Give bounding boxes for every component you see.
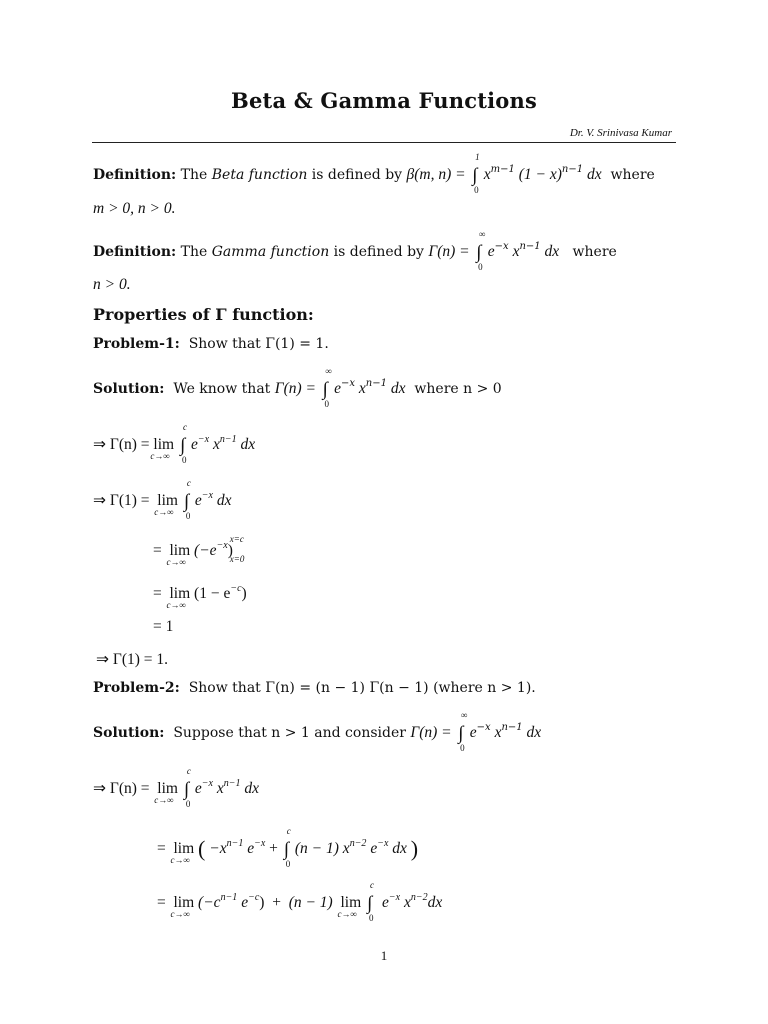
solution-1-step-3: = lim c→∞ $(-e^{-x})$ x=c x=0: [153, 534, 245, 567]
solution-1-step-4: = lim c→∞ $(1 - e^{-c})$: [153, 583, 247, 610]
definition-label: Definition:: [93, 167, 177, 183]
definition-gamma: Definition: The Gamma function is defined by Γ(n) = ∫ ∞ 0 $e^{-x}$ $x^{n-1}$ dx where: [93, 229, 617, 272]
page-number: 1: [380, 948, 388, 963]
solution-2-step-1: ⇒ Γ(n) = lim c→∞ ∫ c 0 $e^{-x}$ $x^{n-1}$ dx: [93, 766, 260, 809]
gamma-lhs: Γ(n) =: [428, 243, 470, 260]
gamma-term: Gamma function: [211, 244, 330, 260]
solution-label: Solution:: [93, 725, 165, 741]
integral-sign: ∫ c 0: [183, 766, 191, 809]
solution-1-step-1: ⇒ Γ(n) = lim c→∞ ∫ c 0 $e^{-x}$ $x^{n-1}$ dx: [93, 422, 256, 465]
solution-label: Solution:: [93, 381, 165, 397]
author-name: Dr. V. Srinivasa Kumar: [569, 127, 672, 139]
integral-sign: ∫ ∞ 0: [322, 366, 332, 409]
beta-condition: m > 0, n > 0.: [93, 200, 176, 217]
solution-2-step-3: = lim c→∞ ($-c^{n-1}$ $e^{-c}) + (n - 1)$ lim c→∞ ∫ c 0 $e^{-x}$ $x^{n-2}dx$: [157, 880, 443, 923]
integral-sign: ∫ c 0: [183, 478, 191, 521]
integral-sign: ∫ c 0: [367, 880, 375, 923]
integral-sign: ∫ c 0: [283, 826, 291, 869]
solution-1-step-2: ⇒ Γ(1) = lim c→∞ ∫ c 0 $e^{-x}$ dx: [93, 478, 232, 521]
beta-lhs: β(m, n) =: [406, 166, 466, 183]
solution-1: Solution: We know that Γ(n) = ∫ ∞ 0 $e^{-x}$ $x^{n-1}$ dx where n > 0: [93, 366, 502, 409]
definition-label: Definition:: [93, 244, 177, 260]
integral-sign: ∫ 1 0: [472, 152, 480, 195]
section-heading: Properties of Γ function:: [93, 305, 314, 324]
definition-beta: Definition: The Beta function is defined by β(m, n) = ∫ 1 0 $x^{m-1}$ $(1 - x)^{n-1}$ dx where: [93, 152, 655, 195]
page-title: Beta & Gamma Functions: [231, 88, 537, 113]
integral-sign: ∫ ∞ 0: [476, 229, 486, 272]
solution-1-step-5: = 1: [153, 618, 174, 635]
solution-1-conclusion: ⇒ Γ(1) = 1.: [96, 651, 169, 668]
gamma-condition: n > 0.: [93, 276, 131, 293]
problem-1: Problem-1: Show that Γ(1) = 1.: [93, 336, 329, 352]
solution-2-step-2: = lim c→∞ ( $-x^{n-1}$ $e^{-x}$ + ∫ c 0 (n − 1) $x^{n-2}$ $e^{-x}$ dx ): [157, 826, 419, 869]
header-rule: [92, 142, 676, 143]
problem-2: Problem-2: Show that Γ(n) = (n − 1) Γ(n − 1) (where n > 1).: [93, 680, 536, 696]
solution-2: Solution: Suppose that n > 1 and consider Γ(n) = ∫ ∞ 0 $e^{-x}$ $x^{n-1}$ dx: [93, 710, 542, 753]
integral-sign: ∫ c 0: [179, 422, 187, 465]
problem-label: Problem-1:: [93, 336, 180, 352]
beta-term: Beta function: [211, 167, 308, 183]
integral-sign: ∫ ∞ 0: [458, 710, 468, 753]
problem-label: Problem-2:: [93, 680, 180, 696]
